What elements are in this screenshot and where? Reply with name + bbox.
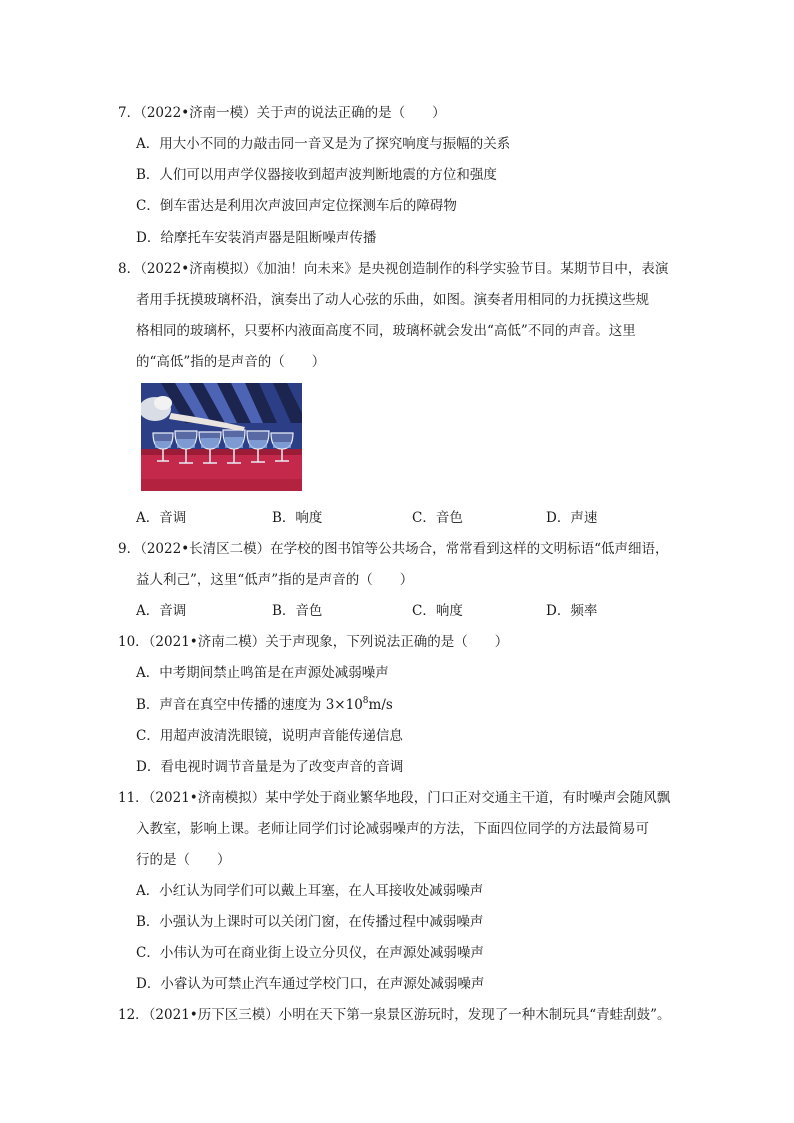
question-10-option-a: A．中考期间禁止鸣笛是在声源处减弱噪声 bbox=[136, 665, 389, 681]
question-10-option-b bbox=[136, 695, 393, 715]
question-9-line-1: 9．（2022•长清区二模）在学校的图书馆等公共场合，常常看到这样的文明标语“低声细语， bbox=[118, 541, 669, 557]
question-8-line-3: 格相同的玻璃杯，只要杯内液面高度不同，玻璃杯就会发出“高低”不同的声音。这里 bbox=[136, 323, 636, 339]
question-7-option-a: A．用大小不同的力敲击同一音叉是为了探究响度与振幅的关系 bbox=[136, 136, 511, 152]
question-11-option-d: D．小睿认为可禁止汽车通过学校门口，在声源处减弱噪声 bbox=[136, 976, 485, 992]
question-8-line-4: 的“高低”指的是声音的（ ） bbox=[136, 354, 326, 370]
question-8-line-1: 8．（2022•济南模拟）《加油！向未来》是央视创造制作的科学实验节目。某期节目中，表演 bbox=[118, 261, 669, 277]
question-10-option-d: D．看电视时调节音量是为了改变声音的音调 bbox=[136, 759, 404, 775]
question-11-option-b: B．小强认为上课时可以关闭门窗，在传播过程中减弱噪声 bbox=[136, 914, 484, 930]
question-11-line-3: 行的是（ ） bbox=[136, 852, 231, 868]
unit: m/s bbox=[368, 697, 393, 713]
exponent: 8 bbox=[362, 696, 369, 706]
question-8-option-a: A．音调 bbox=[136, 510, 187, 526]
question-8-option-d: D．声速 bbox=[546, 510, 598, 526]
question-10-option-c: C．用超声波清洗眼镜，说明声音能传递信息 bbox=[136, 728, 403, 744]
question-9-option-a: A．音调 bbox=[136, 603, 187, 619]
question-9-option-c: C．响度 bbox=[412, 603, 463, 619]
question-12-line-1: 12．（2021•历下区三模）小明在天下第一泉景区游玩时，发现了一种木制玩具“青蛙刮鼓”。 bbox=[118, 1007, 671, 1023]
question-8-option-b: B．响度 bbox=[272, 510, 323, 526]
question-9-options bbox=[136, 601, 696, 621]
question-11-line-2: 入教室，影响上课。老师让同学们讨论减弱噪声的方法，下面四位同学的方法最简易可 bbox=[136, 821, 649, 837]
question-9-option-b: B．音色 bbox=[272, 603, 323, 619]
question-7-option-d: D．给摩托车安装消声器是阻断噪声传播 bbox=[136, 230, 377, 246]
question-7-option-c: C．倒车雷达是利用次声波回声定位探测车后的障碍物 bbox=[136, 198, 457, 214]
question-11-line-1: 11．（2021•济南模拟）某中学处于商业繁华地段，门口正对交通主干道，有时噪声会随风飘 bbox=[118, 790, 671, 806]
question-10-option-b-text: B．声音在真空中传播的速度为 3×10 bbox=[136, 697, 363, 713]
question-7-stem: 7．（2022•济南一模）关于声的说法正确的是（ ） bbox=[118, 105, 446, 121]
question-11-option-c: C．小伟认为可在商业街上设立分贝仪，在声源处减弱噪声 bbox=[136, 945, 484, 961]
glass-harp-photo bbox=[141, 383, 302, 491]
question-9-line-2: 益人利己”，这里“低声”指的是声音的（ ） bbox=[136, 572, 414, 588]
question-8-line-2: 者用手抚摸玻璃杯沿，演奏出了动人心弦的乐曲，如图。演奏者用相同的力抚摸这些规 bbox=[136, 292, 649, 308]
question-9-option-d: D．频率 bbox=[546, 603, 598, 619]
question-8-options bbox=[136, 508, 696, 528]
question-11-option-a: A．小红认为同学们可以戴上耳塞，在人耳接收处减弱噪声 bbox=[136, 883, 484, 899]
question-10-stem: 10．（2021•济南二模）关于声现象，下列说法正确的是（ ） bbox=[118, 634, 509, 650]
question-8-option-c: C．音色 bbox=[412, 510, 463, 526]
glass-harp-illustration bbox=[141, 383, 302, 491]
question-7-option-b: B．人们可以用声学仪器接收到超声波判断地震的方位和强度 bbox=[136, 167, 497, 183]
